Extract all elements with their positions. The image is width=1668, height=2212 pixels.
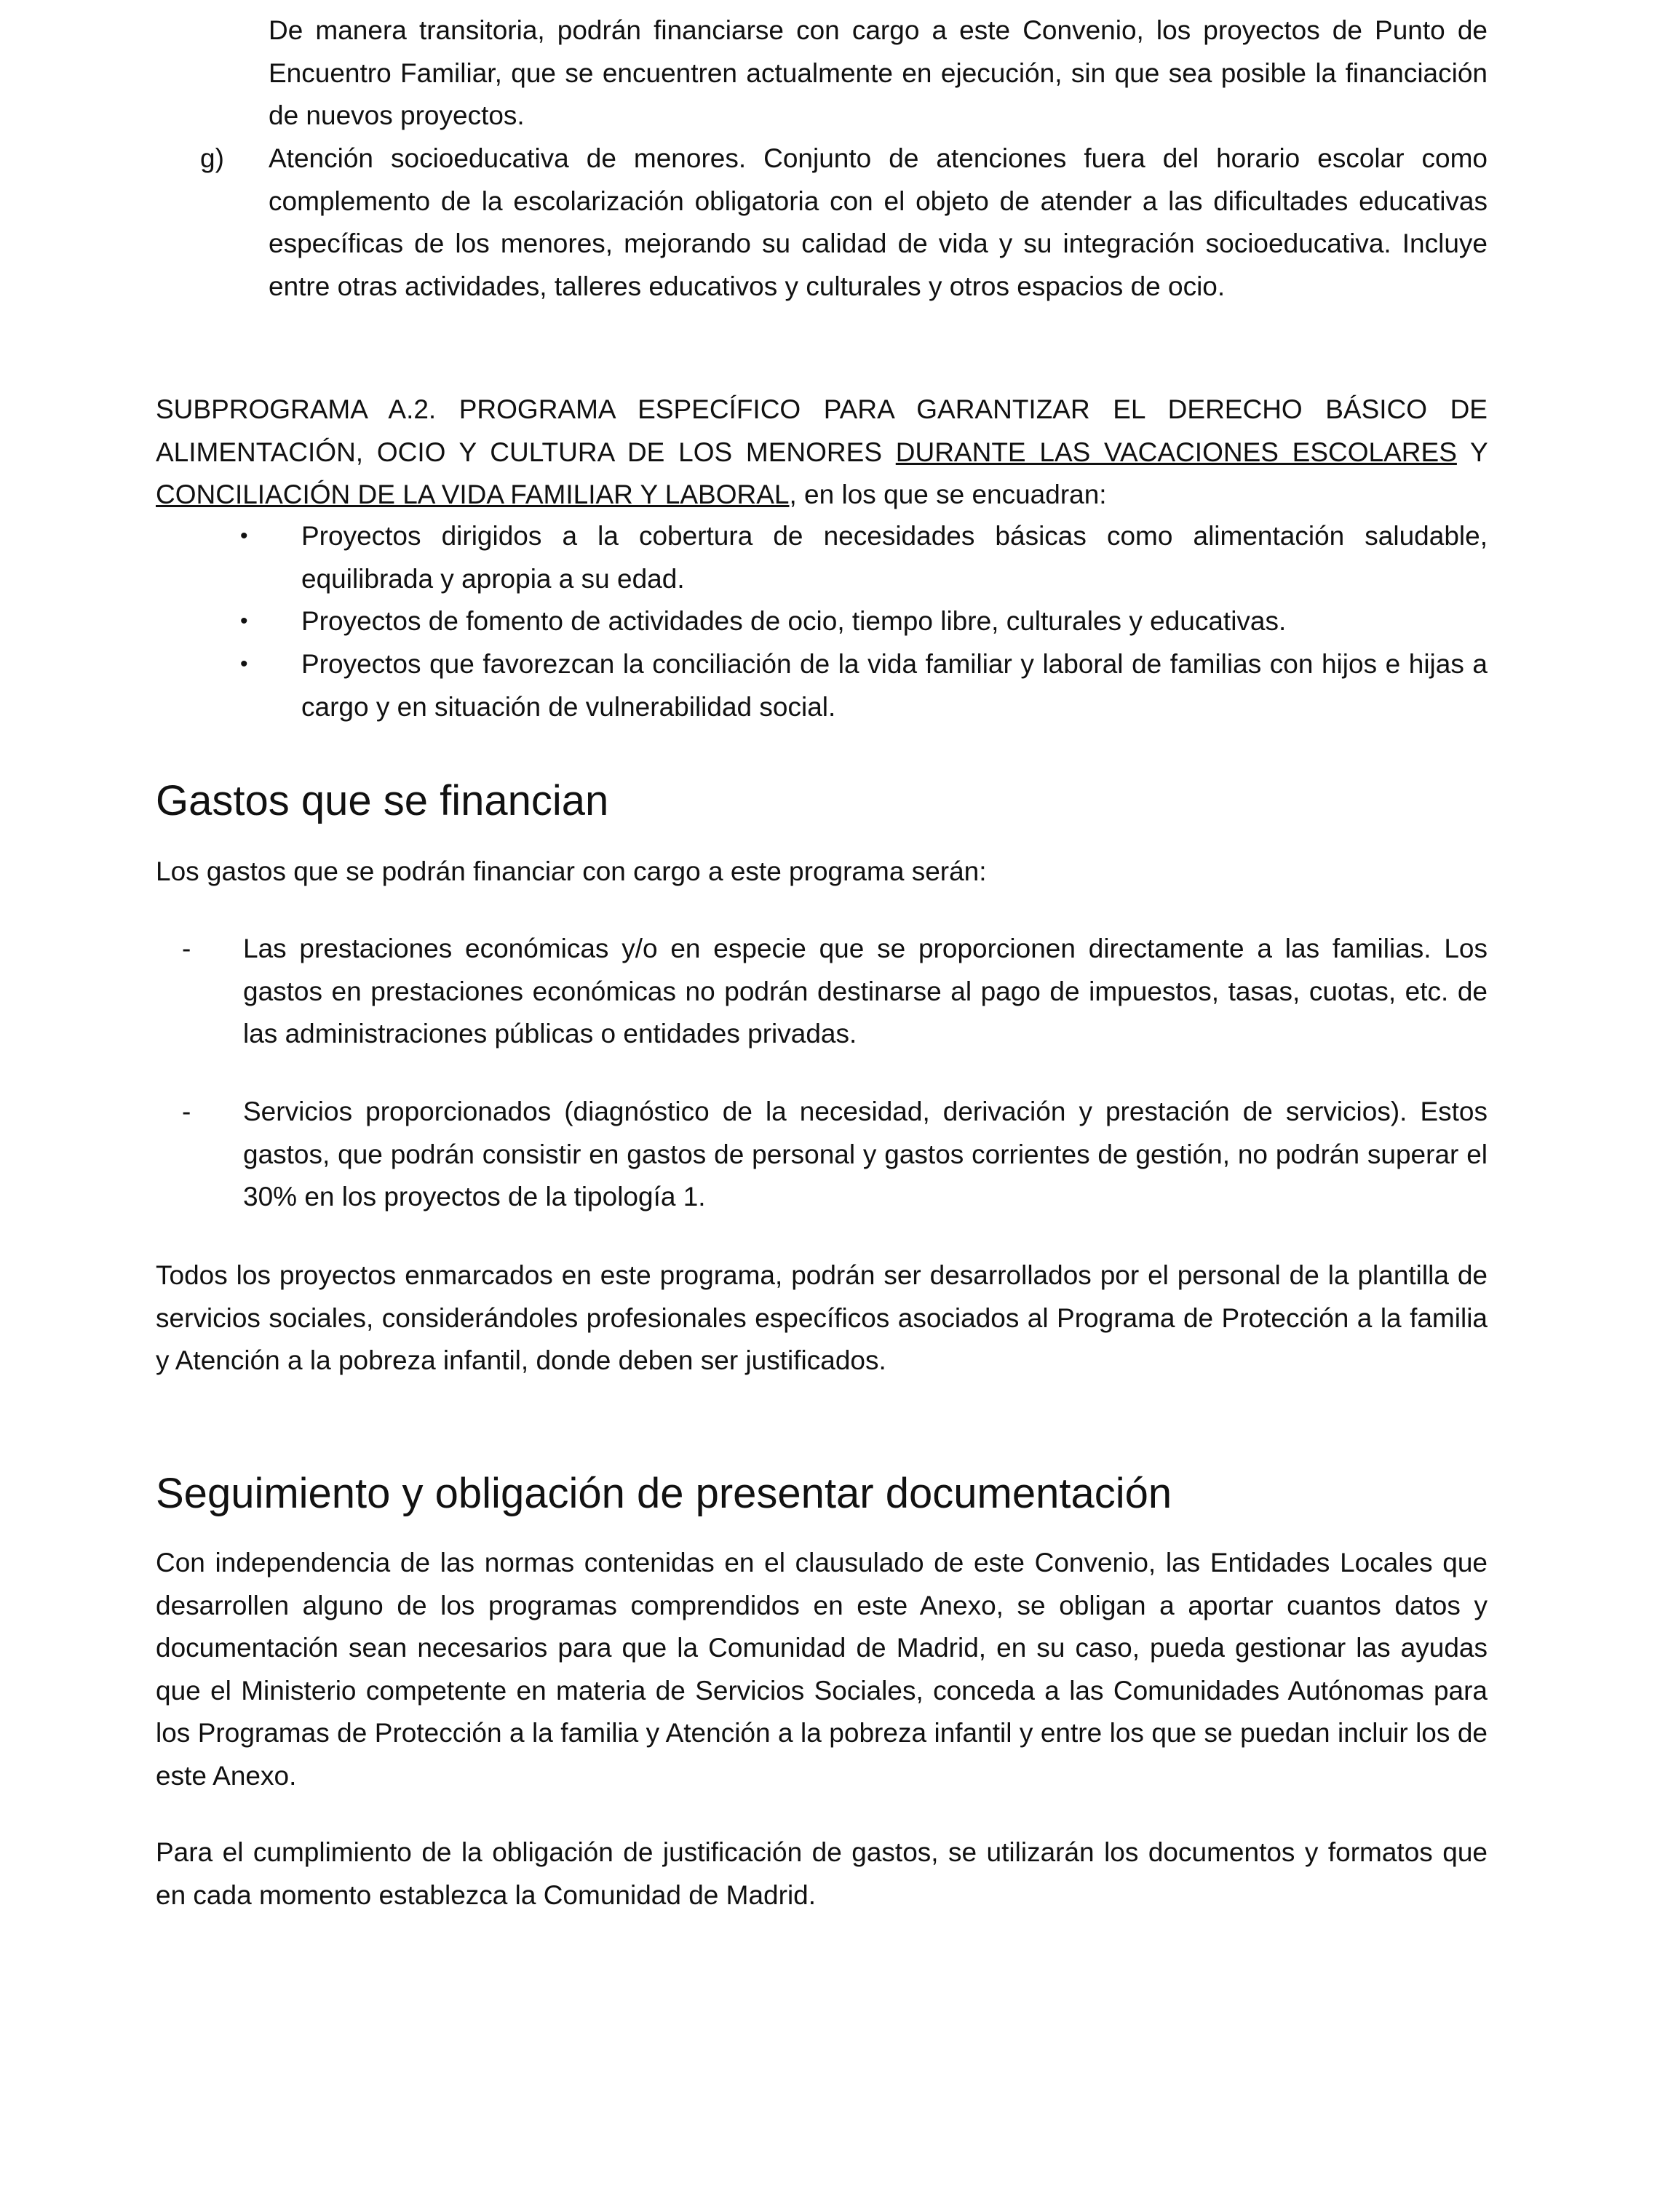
bullet-icon: • bbox=[240, 652, 248, 676]
seguimiento-paragraph-2: Para el cumplimiento de la obligación de justificación de gastos, se utilizarán los documentos y formatos que en cada momento establezca la Comunidad de Madrid. bbox=[156, 1837, 1488, 1910]
list-marker-g: g) bbox=[200, 143, 224, 173]
gastos-intro: Los gastos que se podrán financiar con cargo a este programa serán: bbox=[156, 856, 987, 886]
heading-gastos: Gastos que se financian bbox=[156, 777, 609, 824]
subprograma-title bbox=[156, 389, 1488, 517]
heading-seguimiento: Seguimiento y obligación de presentar documentación bbox=[156, 1470, 1172, 1517]
gastos-closing: Todos los proyectos enmarcados en este programa, podrán ser desarrollados por el personal de la plantilla de servicios sociales, considerándoles profesionales específicos asociados al Programa de Protección a la familia y Atención a la pobreza infantil, donde deben ser justificados. bbox=[156, 1260, 1488, 1375]
gastos-item: Servicios proporcionados (diagnóstico de la necesidad, derivación y prestación de servicios). Estos gastos, que podrán consistir en gastos de personal y gastos corrientes de gestión, no podrán superar el 30% en los proyectos de la tipología 1. bbox=[243, 1097, 1488, 1212]
underlined-conciliacion: CONCILIACIÓN DE LA VIDA FAMILIAR Y LABORAL bbox=[156, 480, 790, 509]
item-g-text: Atención socioeducativa de menores. Conjunto de atenciones fuera del horario escolar como complemento de la escolarización obligatoria con el objeto de atender a las dificultades educativas específicas de los menores, mejorando su calidad de vida y su integración socioeducativa. Incluye entre otras actividades, talleres educativos y culturales y otros espacios de ocio. bbox=[269, 143, 1488, 301]
bullet-icon: • bbox=[240, 609, 248, 633]
dash-marker: - bbox=[182, 934, 191, 963]
bullet-item: Proyectos dirigidos a la cobertura de necesidades básicas como alimentación saludable, equilibrada y apropia a su edad. bbox=[301, 521, 1488, 594]
paragraph-transitional-financing: De manera transitoria, podrán financiarse con cargo a este Convenio, los proyectos de Punto de Encuentro Familiar, que se encuentren actualmente en ejecución, sin que sea posible la financiación de nuevos proyectos. bbox=[269, 15, 1488, 130]
subprograma-text: SUBPROGRAMA A.2. PROGRAMA ESPECÍFICO PARA GARANTIZAR EL DERECHO BÁSICO DE ALIMENTACIÓN, OCIO Y CULTURA DE LOS MENORES bbox=[156, 394, 1488, 467]
dash-marker: - bbox=[182, 1097, 191, 1126]
gastos-item: Las prestaciones económicas y/o en especie que se proporcionen directamente a las familias. Los gastos en prestaciones económicas no podrán destinarse al pago de impuestos, tasas, cuotas, etc. de las administraciones públicas o entidades privadas. bbox=[243, 934, 1488, 1049]
seguimiento-paragraph-1: Con independencia de las normas contenidas en el clausulado de este Convenio, las Entidades Locales que desarrollen alguno de los programas comprendidos en este Anexo, se obligan a aportar cuantos datos y documentación sean necesarios para que la Comunidad de Madrid, en su caso, pueda gestionar las ayudas que el Ministerio competente en materia de Servicios Sociales, conceda a las Comunidades Autónomas para los Programas de Protección a la familia y Atención a la pobreza infantil y entre los que se puedan incluir los de este Anexo. bbox=[156, 1548, 1488, 1791]
subprograma-text-mid: Y bbox=[1456, 437, 1488, 467]
bullet-item: Proyectos que favorezcan la conciliación de la vida familiar y laboral de familias con hijos e hijas a cargo y en situación de vulnerabilidad social. bbox=[301, 649, 1488, 722]
subprograma-text-after: , en los que se encuadran: bbox=[789, 480, 1107, 509]
bullet-icon: • bbox=[240, 524, 248, 548]
underlined-vacaciones: DURANTE LAS VACACIONES ESCOLARES bbox=[895, 437, 1457, 467]
bullet-item: Proyectos de fomento de actividades de ocio, tiempo libre, culturales y educativas. bbox=[301, 606, 1287, 636]
